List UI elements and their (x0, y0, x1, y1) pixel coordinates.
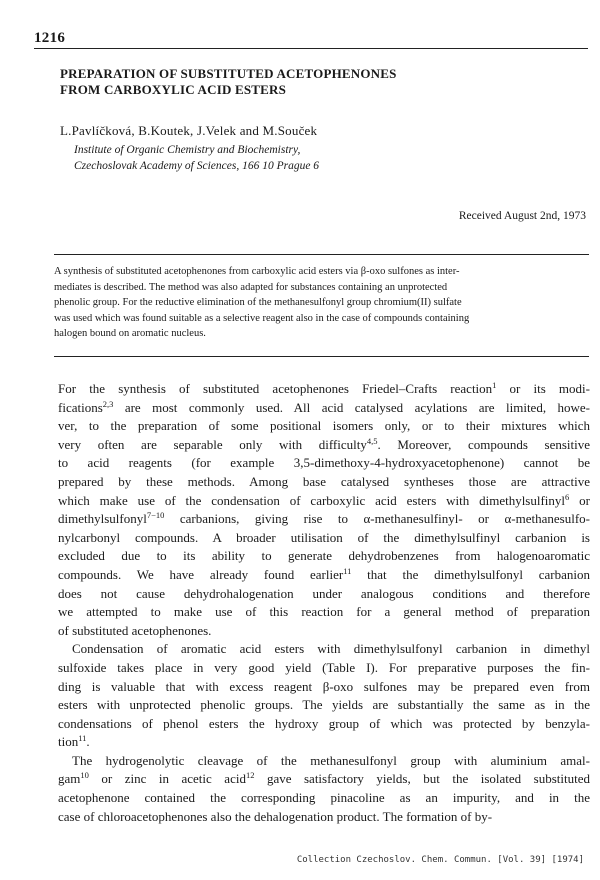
body-line-text: ding is valuable that with excess reagent β-oxo sulfones may be prepared even from (58, 678, 590, 694)
body-line (58, 529, 590, 548)
body-line (58, 510, 590, 529)
body-line (58, 566, 590, 585)
reference-superscript: 6 (565, 491, 570, 502)
body-line-text: prepared by these methods. Among base catalysed syntheses those are attractive (58, 473, 590, 489)
body-line-text: or (569, 492, 590, 508)
affiliation-line: Institute of Organic Chemistry and Biochemistry, (74, 144, 301, 156)
body-line-text: The hydrogenolytic cleavage of the methanesulfonyl group with aluminium amal- (72, 752, 590, 768)
body-line-text: Condensation of aromatic acid esters with dimethylsulfonyl carbanion in dimethyl (72, 641, 590, 657)
abstract-top-rule (54, 254, 589, 255)
title-line: FROM CARBOXYLIC ACID ESTERS (60, 82, 287, 97)
page-number: 1216 (34, 30, 66, 46)
reference-superscript: 2,3 (102, 398, 114, 409)
body-line-text: dimethylsulfonyl (58, 511, 147, 527)
abstract-line: A synthesis of substituted acetophenones from carboxylic acid esters via β-oxo sulfones as inter- (54, 266, 460, 277)
body-line (58, 380, 590, 399)
body-text (58, 380, 590, 826)
body-line (58, 436, 590, 455)
abstract-line: halogen bound on aromatic nucleus. (54, 328, 206, 340)
affiliation-line: Czechoslovak Academy of Sciences, 166 10 Prague 6 (74, 160, 320, 172)
reference-superscript: 12 (245, 770, 255, 781)
body-line (58, 789, 590, 808)
body-line-text: which make use of the condensation of carboxylic acid esters with dimethylsulfinyl (58, 492, 566, 508)
journal-footer: Collection Czechoslov. Chem. Commun. [Vol. 39] [1974] (296, 855, 584, 865)
header-rule (34, 48, 588, 49)
body-line (58, 659, 590, 678)
body-line (58, 733, 590, 752)
body-line-text: excluded due to its ability to generate dehydrobenzenes from halogenoaromatic (58, 548, 590, 564)
paragraph-2 (58, 640, 590, 752)
reference-superscript: 10 (80, 770, 89, 781)
body-line (58, 473, 590, 492)
body-line-text: or its modi- (496, 381, 590, 396)
body-line (58, 640, 590, 659)
body-line (58, 454, 590, 473)
body-line-text: fications (58, 399, 103, 415)
body-line-text: . Moreover, compounds sensitive (377, 436, 590, 452)
reference-superscript: 1 (492, 380, 497, 390)
paragraph-3 (58, 752, 590, 826)
body-line (58, 678, 590, 697)
authors: L.Pavlíčková, B.Koutek, J.Velek and M.Souček (60, 123, 318, 138)
body-line-text: gam (58, 771, 81, 787)
abstract-line: mediates is described. The method was also adapted for substances containing an unprotected (54, 281, 448, 293)
body-line-text: are most commonly used. All acid catalysed acylations are limited, howe- (113, 399, 590, 415)
body-line (58, 808, 590, 827)
body-line (58, 417, 590, 436)
body-line-text: esters with unprotected phenolic groups. The yields are substantially the same as in the (58, 697, 590, 713)
abstract-line: was used which was found suitable as a selective reagent also in the case of compounds containing (54, 312, 470, 324)
body-line (58, 492, 590, 511)
reference-superscript: 4,5 (366, 435, 378, 446)
body-line-text: that the dimethylsulfonyl carbanion (351, 566, 590, 582)
body-line-text: tion (58, 734, 79, 750)
paragraph-1 (58, 380, 590, 640)
article-title (60, 66, 560, 98)
body-line (58, 603, 590, 622)
abstract-line: phenolic group. For the reductive elimination of the methanesulfonyl group chromium(II) sulfate (54, 297, 462, 309)
body-line-text: case of chloroacetophenones also the dehalogenation product. The formation of by- (58, 808, 493, 824)
abstract-bottom-rule (54, 356, 589, 357)
reference-superscript: 11 (78, 733, 87, 744)
body-line-text: very often are separable only with difficulty (58, 436, 367, 452)
body-line-text: or zinc in acetic acid (88, 771, 246, 787)
body-line-text: ver, to the preparation of some positional isomers only, or to their mixtures which (58, 418, 590, 434)
body-line-text: acetophenone contained the corresponding pinacoline as an impurity, and in the (58, 790, 590, 806)
body-line (58, 715, 590, 734)
body-line (58, 752, 590, 771)
reference-superscript: 11 (343, 565, 352, 576)
body-line-text: carbanions, giving rise to α-methanesulfinyl- or α-methanesulfo- (164, 511, 590, 527)
body-line (58, 547, 590, 566)
body-line-text: does not cause dehydrohalogenation under analogous conditions and therefore (58, 585, 590, 601)
body-line (58, 399, 590, 418)
body-line-text: nylcarbonyl compounds. A broader utilisation of the dimethylsulfinyl carbanion is (58, 529, 590, 545)
body-line-text: gave satisfactory yields, but the isolated substituted (254, 771, 590, 787)
abstract (54, 264, 590, 342)
body-line-text: to acid reagents (for example 3,5-dimethoxy-4-hydroxyacetophenone) cannot be (58, 455, 590, 471)
body-line-text: compounds. We have already found earlier (58, 566, 344, 582)
body-line-text: . (86, 734, 90, 750)
affiliation (74, 142, 319, 174)
title-line: PREPARATION OF SUBSTITUTED ACETOPHENONES (60, 66, 397, 81)
body-line-text: condensations of phenol esters the hydroxy group of which was protected by benzyla- (58, 715, 590, 731)
reference-superscript: 7−10 (146, 510, 165, 521)
body-line (58, 585, 590, 604)
body-line-text: For the synthesis of substituted acetophenones Friedel–Crafts reaction (58, 381, 493, 396)
body-line (58, 770, 590, 789)
body-line-text: we attempted to make use of this reaction for a general method of preparation (58, 604, 590, 620)
body-line-text: of substituted acetophenones. (58, 622, 212, 638)
body-line (58, 696, 590, 715)
body-line-text: sulfoxide takes place in very good yield (Table I). For preparative purposes the fin- (58, 659, 590, 675)
received-date: Received August 2nd, 1973 (458, 210, 586, 222)
body-line (58, 622, 590, 641)
